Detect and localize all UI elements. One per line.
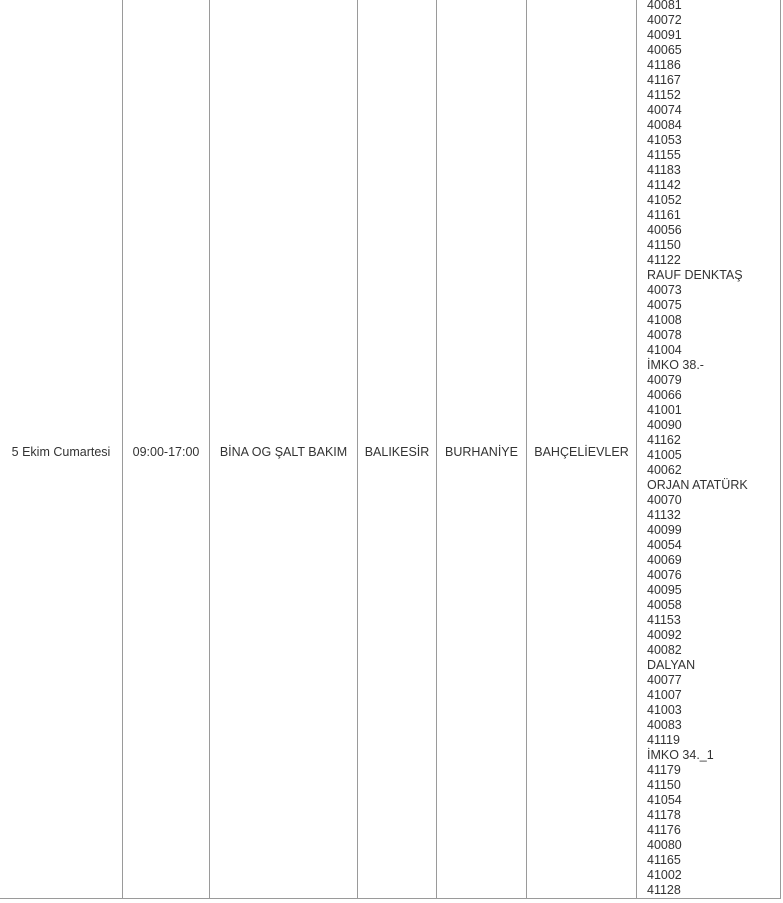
street-item: 41054 bbox=[647, 793, 682, 807]
street-item: 41176 bbox=[647, 823, 681, 837]
street-item: 40065 bbox=[647, 43, 682, 57]
date-text: 5 Ekim Cumartesi bbox=[11, 444, 111, 459]
street-item: 40077 bbox=[647, 673, 682, 687]
street-item: 41167 bbox=[647, 73, 681, 87]
street-item: 40090 bbox=[647, 418, 682, 432]
street-item: 40099 bbox=[647, 523, 682, 537]
street-item: 40079 bbox=[647, 373, 682, 387]
street-item: 40075 bbox=[647, 298, 682, 312]
street-item: 40074 bbox=[647, 103, 682, 117]
street-item: 41162 bbox=[647, 433, 681, 447]
street-item: 41002 bbox=[647, 868, 682, 882]
reason-cell bbox=[210, 0, 358, 899]
street-item: 40082 bbox=[647, 643, 682, 657]
date-cell bbox=[0, 0, 123, 899]
street-item: 40069 bbox=[647, 553, 682, 567]
street-item: 41150 bbox=[647, 238, 681, 252]
time-text: 09:00-17:00 bbox=[132, 444, 200, 459]
district-text: BURHANİYE bbox=[445, 444, 518, 459]
street-item: İMKO 34._1 bbox=[647, 748, 714, 762]
street-item: 41008 bbox=[647, 313, 682, 327]
neighborhood-cell bbox=[527, 0, 637, 899]
street-item: 40066 bbox=[647, 388, 682, 402]
street-item: 41153 bbox=[647, 613, 681, 627]
street-item: 40084 bbox=[647, 118, 682, 132]
street-item: 40083 bbox=[647, 718, 682, 732]
street-item: 40072 bbox=[647, 13, 682, 27]
street-item: 41004 bbox=[647, 343, 682, 357]
neighborhood-text: BAHÇELİEVLER bbox=[534, 444, 629, 459]
street-item: 41001 bbox=[647, 403, 682, 417]
street-item: 41007 bbox=[647, 688, 682, 702]
street-item: 41128 bbox=[647, 883, 681, 897]
street-item: 41165 bbox=[647, 853, 681, 867]
street-item: 41150 bbox=[647, 778, 681, 792]
street-item: ORJAN ATATÜRK bbox=[647, 478, 748, 492]
street-item: DALYAN bbox=[647, 658, 696, 672]
street-item: 41161 bbox=[647, 208, 681, 222]
street-item: 41053 bbox=[647, 133, 682, 147]
street-item: 41052 bbox=[647, 193, 682, 207]
reason-text: BİNA OG ŞALT BAKIM bbox=[219, 444, 348, 459]
street-item: 41179 bbox=[647, 763, 681, 777]
street-item: 40058 bbox=[647, 598, 682, 612]
street-item: 41186 bbox=[647, 58, 681, 72]
street-item: 40080 bbox=[647, 838, 682, 852]
street-item: 41142 bbox=[647, 178, 681, 192]
street-item: 41003 bbox=[647, 703, 682, 717]
street-item: 41122 bbox=[647, 253, 681, 267]
streets-cell bbox=[637, 0, 781, 899]
street-item: 40076 bbox=[647, 568, 682, 582]
province-text: BALIKESİR bbox=[364, 444, 430, 459]
street-item: 40062 bbox=[647, 463, 682, 477]
street-item: 41005 bbox=[647, 448, 682, 462]
street-item: 40056 bbox=[647, 223, 682, 237]
time-cell bbox=[123, 0, 210, 899]
street-item: 41119 bbox=[647, 733, 680, 747]
street-item: 41183 bbox=[647, 163, 681, 177]
street-item: 40091 bbox=[647, 28, 682, 42]
street-item: 40054 bbox=[647, 538, 682, 552]
street-item: 40073 bbox=[647, 283, 682, 297]
street-item: 40095 bbox=[647, 583, 682, 597]
street-item: 40078 bbox=[647, 328, 682, 342]
street-item: 41178 bbox=[647, 808, 681, 822]
street-item: 41132 bbox=[647, 508, 681, 522]
street-item: 40070 bbox=[647, 493, 682, 507]
province-cell bbox=[358, 0, 437, 899]
street-item: 41155 bbox=[647, 148, 681, 162]
street-item: 41152 bbox=[647, 88, 681, 102]
street-item: İMKO 38.- bbox=[647, 358, 704, 372]
district-cell bbox=[437, 0, 527, 899]
street-item: 40092 bbox=[647, 628, 682, 642]
street-item: RAUF DENKTAŞ bbox=[647, 268, 743, 282]
street-item: 40081 bbox=[647, 0, 682, 12]
